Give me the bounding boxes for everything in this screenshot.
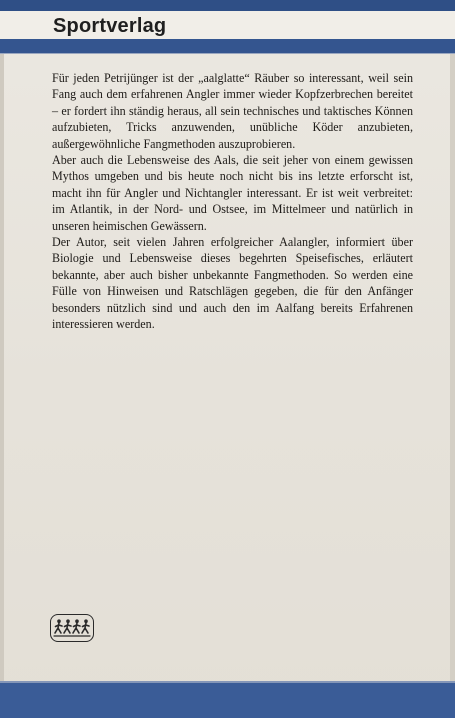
publisher-name: Sportverlag	[53, 15, 167, 37]
top-color-band	[0, 0, 455, 11]
cover-right-edge	[450, 0, 455, 718]
cover-left-edge	[0, 0, 4, 718]
header-divider	[0, 53, 455, 54]
runners-logo-icon	[50, 614, 94, 642]
blurb-paragraph-1: Für jeden Petrijünger ist der „aalglatte“ Räuber so interessant, weil sein Fang auch dem erfahrenen Angler immer wieder Kopfzerbrechen bereitet – er fordert ihn ständig heraus, all sein technisches und taktisches Können aufzubieten, Tricks anzuwenden, unübliche Köder anzubieten, außergewöhnliche Fangmethoden auszuprobieren.	[52, 71, 413, 151]
bottom-color-band	[0, 681, 455, 718]
blurb-text	[52, 70, 413, 333]
blurb-paragraph-2: Aber auch die Lebensweise des Aals, die seit jeher von einem gewissen Mythos umgeben und bis heute noch nicht bis ins letzte erforscht ist, macht ihn für Angler und Nichtangler interessant. Er ist weit verbreitet: im Atlantik, in der Nord- und Ostsee, im Mittelmeer und natürlich in unseren heimischen Gewässern.	[52, 153, 413, 233]
blurb-paragraph-3: Der Autor, seit vielen Jahren erfolgreicher Aalangler, informiert über Biologie und Lebensweise dieses begehrten Speisefisches, erläutert bekannte, aber auch bisher unbekannte Fangmethoden. So werden eine Fülle von Hinweisen und Ratschlägen gegeben, die für den Anfänger besonders nützlich sind und auch den im Aalfang bereits Erfahrenen interessieren werden.	[52, 235, 413, 332]
header-blue-stripe	[0, 39, 455, 53]
runners-logo-graphic	[53, 618, 91, 638]
